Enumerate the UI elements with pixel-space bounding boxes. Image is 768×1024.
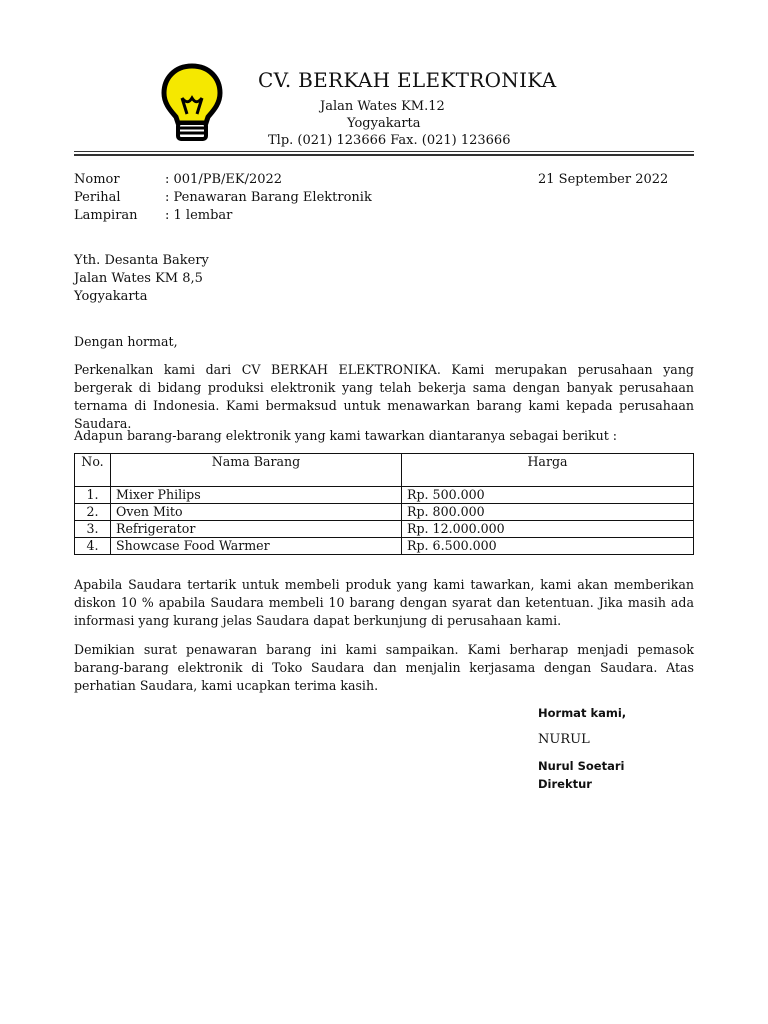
- row-no: 1.: [75, 487, 111, 504]
- row-name: Refrigerator: [111, 521, 402, 538]
- light-bulb-icon: [160, 62, 224, 142]
- letterhead-divider-thick: [74, 154, 694, 156]
- perihal-label: Perihal: [74, 190, 121, 205]
- row-no: 4.: [75, 538, 111, 555]
- company-contact: Tlp. (021) 123666 Fax. (021) 123666: [268, 133, 511, 148]
- header-no: No.: [75, 454, 111, 487]
- company-address-line2: Yogyakarta: [347, 116, 421, 131]
- perihal-value: : Penawaran Barang Elektronik: [165, 190, 372, 205]
- lampiran-value: : 1 lembar: [165, 208, 233, 223]
- row-name: Mixer Philips: [111, 487, 402, 504]
- paragraph-discount: Apabila Saudara tertarik untuk membeli produk yang kami tawarkan, kami akan memberikan diskon 10 % apabila Saudara membeli 10 barang dengan syarat dan ketentuan. Jika masih ada informasi yang kurang jelas Saudara dapat berkunjung di perusahaan kami.: [74, 577, 694, 628]
- paragraph-closing: Demikian surat penawaran barang ini kami sampaikan. Kami berharap menjadi pemasok barang-barang elektronik di Toko Saudara dan menjalin kerjasama dengan Saudara. Atas perhatian Saudara, kami ucapkan terima kasih.: [74, 642, 694, 693]
- signatory-title: Direktur: [538, 777, 592, 791]
- table-row: [75, 538, 694, 555]
- table-row: [75, 504, 694, 521]
- row-price: Rp. 800.000: [402, 504, 694, 521]
- letter-date: 21 September 2022: [538, 172, 669, 187]
- items-table: [74, 453, 694, 555]
- signature-closing: Hormat kami,: [538, 706, 627, 720]
- paragraph-introduction: Perkenalkan kami dari CV BERKAH ELEKTRONIKA. Kami merupakan perusahaan yang bergerak di bidang produksi elektronik yang telah bekerja sama dengan banyak perusahaan ternama di Indonesia. Kami bermaksud untuk menawarkan barang kami kepada perusahaan Saudara.: [74, 362, 694, 431]
- salutation: Dengan hormat,: [74, 334, 178, 349]
- header-name: Nama Barang: [111, 454, 402, 487]
- row-name: Oven Mito: [111, 504, 402, 521]
- header-price: Harga: [402, 454, 694, 487]
- paragraph-offer-intro: Adapun barang-barang elektronik yang kami tawarkan diantaranya sebagai berikut :: [74, 428, 618, 443]
- row-no: 2.: [75, 504, 111, 521]
- signature-name: NURUL: [538, 732, 590, 747]
- table-row: [75, 487, 694, 504]
- row-price: Rp. 500.000: [402, 487, 694, 504]
- nomor-label: Nomor: [74, 172, 120, 187]
- recipient-city: Yogyakarta: [74, 289, 148, 304]
- row-name: Showcase Food Warmer: [111, 538, 402, 555]
- lampiran-label: Lampiran: [74, 208, 138, 223]
- table-row: [75, 521, 694, 538]
- nomor-value: : 001/PB/EK/2022: [165, 172, 283, 187]
- signatory-full-name: Nurul Soetari: [538, 759, 625, 773]
- letterhead-divider-thin: [74, 151, 694, 152]
- company-address-line1: Jalan Wates KM.12: [320, 99, 445, 114]
- table-header-row: [75, 454, 694, 487]
- row-price: Rp. 6.500.000: [402, 538, 694, 555]
- recipient-address: Jalan Wates KM 8,5: [74, 271, 203, 286]
- row-price: Rp. 12.000.000: [402, 521, 694, 538]
- row-no: 3.: [75, 521, 111, 538]
- recipient-name: Yth. Desanta Bakery: [74, 253, 209, 268]
- company-name: CV. BERKAH ELEKTRONIKA: [258, 68, 557, 92]
